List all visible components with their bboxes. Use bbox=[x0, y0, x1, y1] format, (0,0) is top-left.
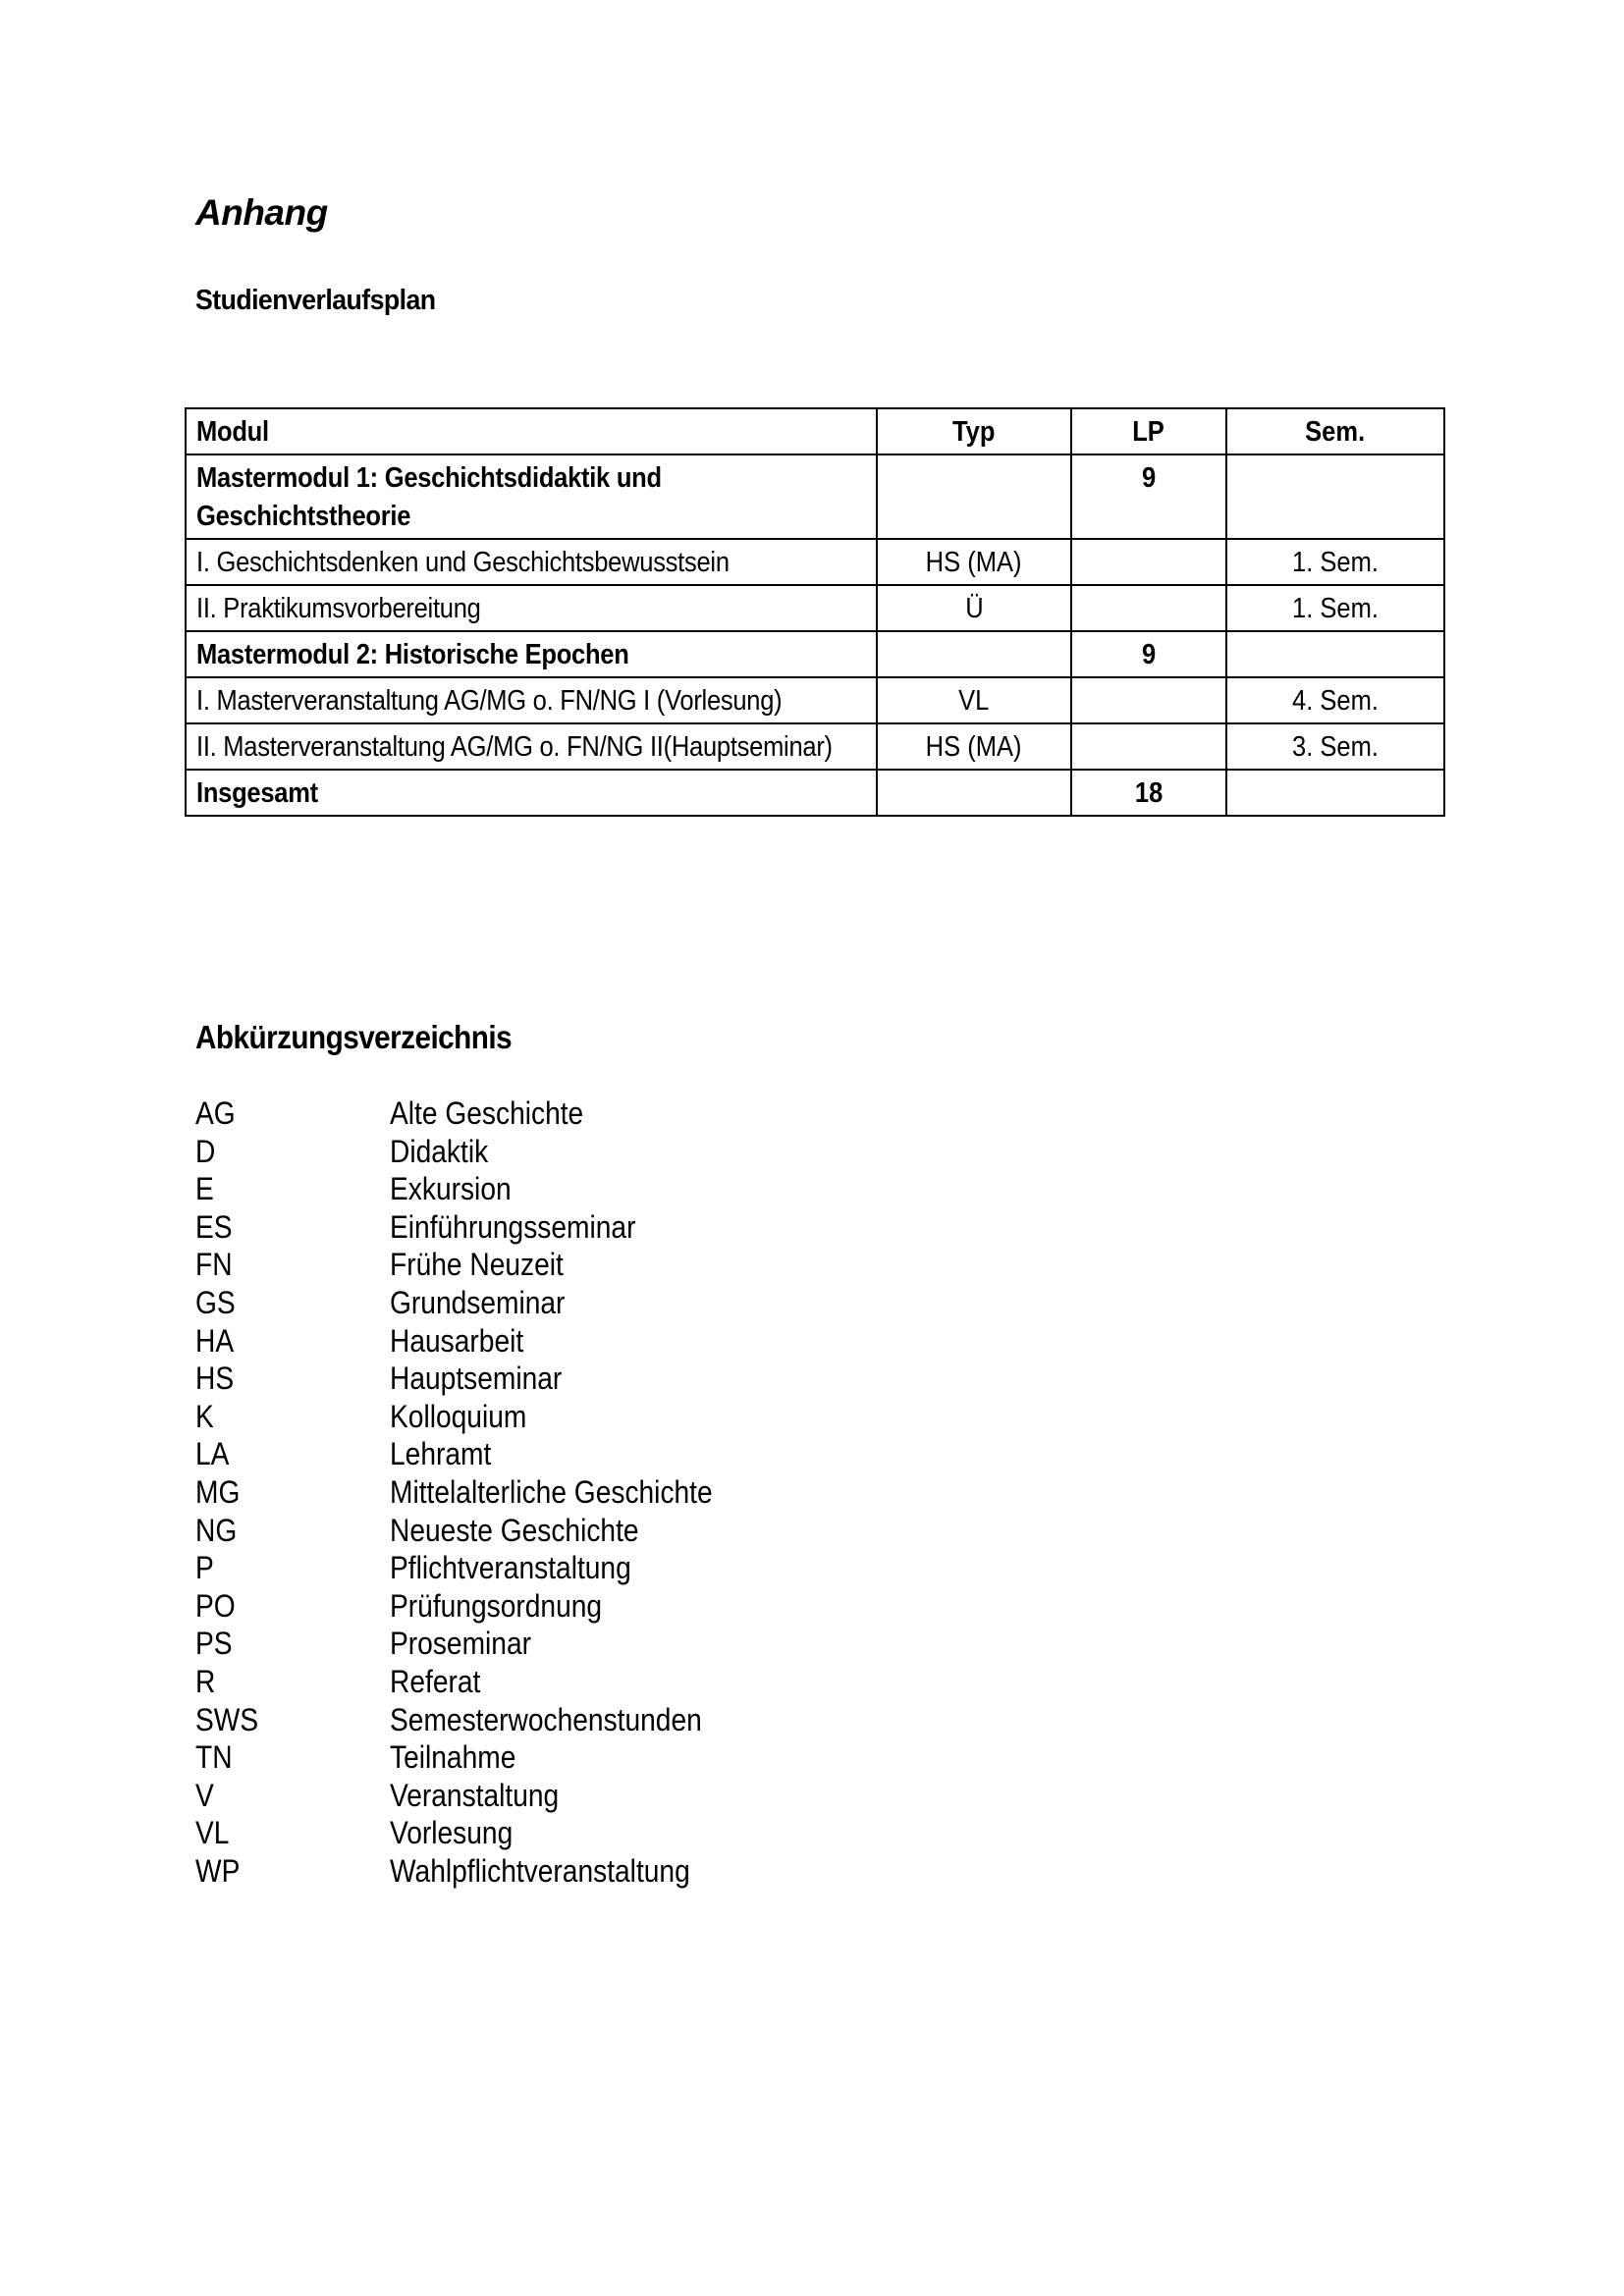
abbreviation-meaning: Exkursion bbox=[390, 1171, 512, 1207]
abbreviation-meaning: Referat bbox=[390, 1663, 481, 1699]
cell-typ: HS (MA) bbox=[877, 539, 1071, 585]
abbreviation-code: K bbox=[195, 1398, 214, 1434]
cell-modul: II. Masterveranstaltung AG/MG o. FN/NG II(Hauptseminar) bbox=[186, 723, 877, 770]
abbreviation-meaning: Kolloquium bbox=[390, 1398, 527, 1434]
study-plan-table bbox=[185, 407, 1445, 817]
abbreviation-meaning: Vorlesung bbox=[390, 1815, 514, 1851]
abbreviation-meaning: Pflichtveranstaltung bbox=[390, 1550, 631, 1586]
cell-typ bbox=[877, 631, 1071, 677]
abbreviation-code: VL bbox=[195, 1815, 230, 1851]
cell-modul: I. Masterveranstaltung AG/MG o. FN/NG I (Vorlesung) bbox=[186, 677, 877, 723]
table-row bbox=[186, 454, 1444, 539]
table-row bbox=[186, 631, 1444, 677]
cell-modul: Insgesamt bbox=[186, 770, 877, 816]
cell-typ: Ü bbox=[877, 585, 1071, 631]
abbreviation-code: ES bbox=[195, 1208, 233, 1245]
cell-typ: VL bbox=[877, 677, 1071, 723]
table-row bbox=[186, 677, 1444, 723]
abbreviation-meaning: Prüfungsordnung bbox=[390, 1587, 603, 1624]
abbreviation-code: LA bbox=[195, 1436, 230, 1472]
abbreviation-meaning: Einführungsseminar bbox=[390, 1208, 636, 1245]
abbreviation-meaning: Hauptseminar bbox=[390, 1361, 563, 1397]
cell-lp bbox=[1071, 539, 1226, 585]
cell-lp bbox=[1071, 585, 1226, 631]
abbreviation-code: MG bbox=[195, 1473, 241, 1510]
cell-lp: 18 bbox=[1071, 770, 1226, 816]
abbreviation-meaning: Hausarbeit bbox=[390, 1322, 524, 1359]
cell-sem: 4. Sem. bbox=[1226, 677, 1444, 723]
table-total-row bbox=[186, 770, 1444, 816]
cell-modul: Mastermodul 2: Historische Epochen bbox=[186, 631, 877, 677]
abbreviation-meaning: Mittelalterliche Geschichte bbox=[390, 1473, 713, 1510]
abbreviation-code: HS bbox=[195, 1361, 235, 1397]
cell-sem bbox=[1226, 770, 1444, 816]
header-typ: Typ bbox=[877, 408, 1071, 454]
cell-typ: HS (MA) bbox=[877, 723, 1071, 770]
header-sem: Sem. bbox=[1226, 408, 1444, 454]
cell-lp bbox=[1071, 677, 1226, 723]
cell-modul: Mastermodul 1: Geschichtsdidaktik und Geschichtstheorie bbox=[186, 454, 877, 539]
table-header-row bbox=[186, 408, 1444, 454]
cell-modul: II. Praktikumsvorbereitung bbox=[186, 585, 877, 631]
abbreviation-code: P bbox=[195, 1550, 214, 1586]
abbreviation-code: V bbox=[195, 1777, 214, 1813]
plan-heading: Studienverlaufsplan bbox=[195, 285, 436, 316]
abbreviation-code: E bbox=[195, 1171, 214, 1207]
table-row bbox=[186, 723, 1444, 770]
abbreviation-meaning: Lehramt bbox=[390, 1436, 492, 1472]
cell-sem: 1. Sem. bbox=[1226, 539, 1444, 585]
header-modul: Modul bbox=[186, 408, 877, 454]
abbreviation-code: TN bbox=[195, 1739, 233, 1776]
abbreviation-code: AG bbox=[195, 1095, 236, 1131]
abbreviation-code: HA bbox=[195, 1322, 235, 1359]
abbreviation-meaning: Frühe Neuzeit bbox=[390, 1247, 564, 1283]
cell-modul: I. Geschichtsdenken und Geschichtsbewusstsein bbox=[186, 539, 877, 585]
cell-lp: 9 bbox=[1071, 631, 1226, 677]
abbreviation-code: SWS bbox=[195, 1701, 259, 1737]
abbreviation-code: D bbox=[195, 1133, 216, 1169]
cell-lp: 9 bbox=[1071, 454, 1226, 539]
abbreviation-meaning: Teilnahme bbox=[390, 1739, 516, 1776]
cell-sem bbox=[1226, 631, 1444, 677]
abbreviation-meaning: Didaktik bbox=[390, 1133, 489, 1169]
abbreviation-meaning: Veranstaltung bbox=[390, 1777, 560, 1813]
abbreviation-code: NG bbox=[195, 1512, 238, 1548]
abbreviation-code: GS bbox=[195, 1284, 236, 1320]
table-row bbox=[186, 585, 1444, 631]
cell-sem: 1. Sem. bbox=[1226, 585, 1444, 631]
table-row bbox=[186, 539, 1444, 585]
abbreviation-meaning: Proseminar bbox=[390, 1626, 531, 1662]
abbreviation-meaning: Grundseminar bbox=[390, 1284, 566, 1320]
cell-lp bbox=[1071, 723, 1226, 770]
cell-typ bbox=[877, 770, 1071, 816]
abbreviations-heading: Abkürzungsverzeichnis bbox=[195, 1019, 513, 1055]
abbreviation-meaning: Alte Geschichte bbox=[390, 1095, 584, 1131]
abbreviation-code: WP bbox=[195, 1852, 241, 1889]
abbreviation-meaning: Neueste Geschichte bbox=[390, 1512, 639, 1548]
header-lp: LP bbox=[1071, 408, 1226, 454]
abbreviation-code: FN bbox=[195, 1247, 233, 1283]
abbreviation-meaning: Wahlpflichtveranstaltung bbox=[390, 1852, 690, 1889]
abbreviation-code: PS bbox=[195, 1626, 233, 1662]
cell-sem: 3. Sem. bbox=[1226, 723, 1444, 770]
section-title: Anhang bbox=[195, 192, 328, 233]
cell-typ bbox=[877, 454, 1071, 539]
cell-sem bbox=[1226, 454, 1444, 539]
abbreviation-code: PO bbox=[195, 1587, 236, 1624]
abbreviation-meaning: Semesterwochenstunden bbox=[390, 1701, 702, 1737]
abbreviation-code: R bbox=[195, 1663, 216, 1699]
